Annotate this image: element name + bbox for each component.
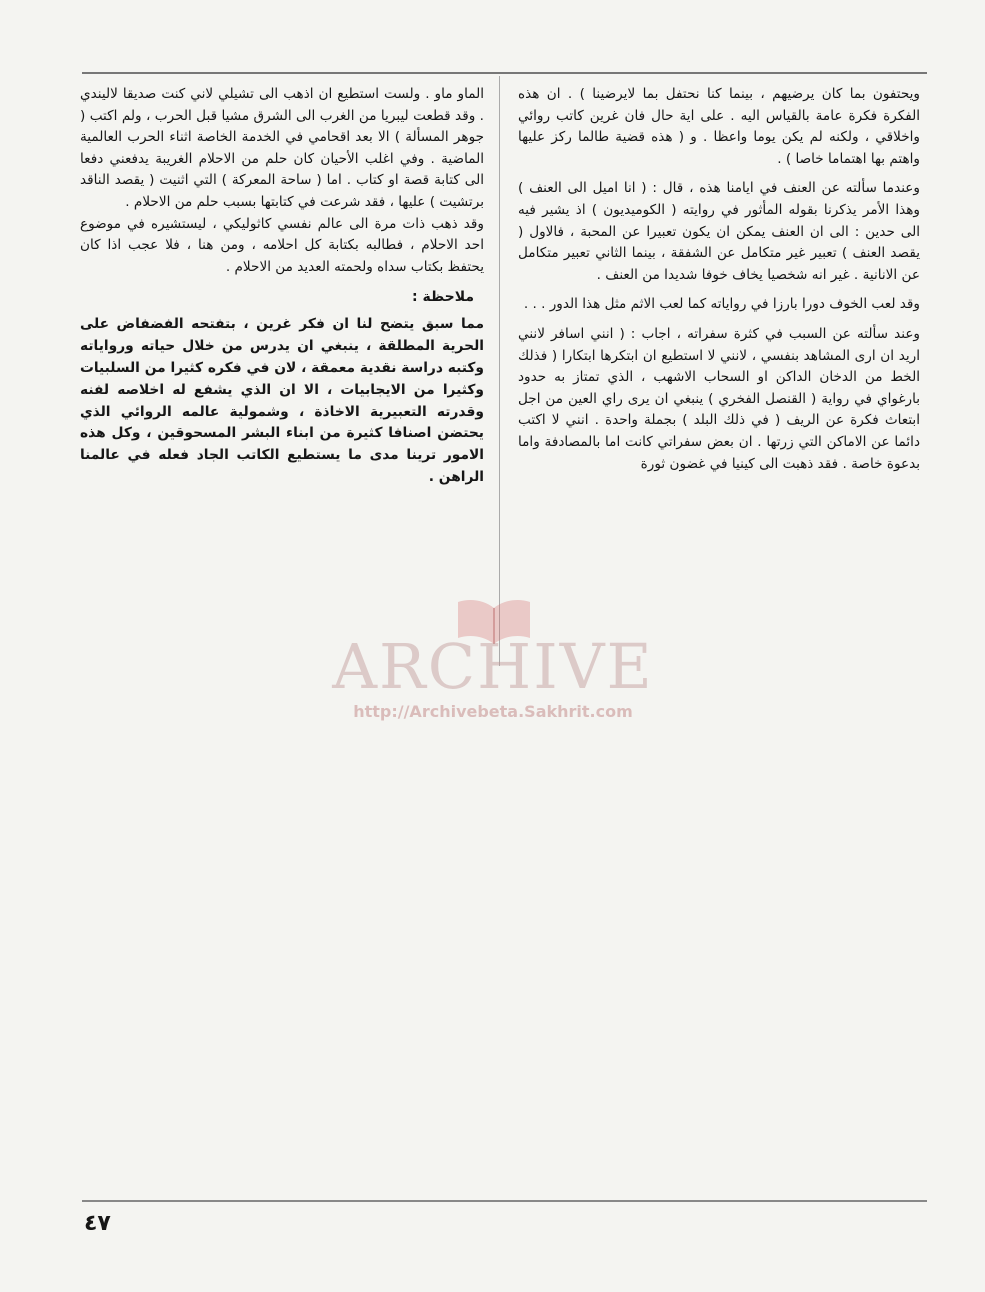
left-column <box>80 84 484 489</box>
right-paragraph-1: ويحتفون بما كان يرضيهم ، بينما كنا نحتفل بما لايرضينا ) . ان هذه الفكرة فكرة عامة بالقياس اليه . على اية حال فان غرين كاتب روائي واخلاقي ، ولكنه لم يكن يوما واعظا . و ( هذه قضية طالما ركز عليها واهتم بها اهتماما خاصا ) . <box>518 86 920 167</box>
left-paragraph-2: وقد ذهب ذات مرة الى عالم نفسي كاثوليكي ، ليستشيره في موضوع احد الاحلام ، فطالبه بكتابة كل احلامه ، ومن هنا ، فلا عجب اذا كان يحتفظ بكتاب سداه ولحمته العديد من الاحلام . <box>80 215 484 275</box>
right-paragraph-3: وقد لعب الخوف دورا بارزا في رواياته كما لعب الاثم مثل هذا الدور . . . <box>523 296 920 313</box>
note-paragraph: مما سبق يتضح لنا ان فكر غرين ، بتفتحه الفضفاض على الحرية المطلقة ، ينبغي ان يدرس من خلال حياته ورواياته وكتبه دراسة نقدية معمقة ، لان في فكره كثيرا من السلبيات وكثيرا من الايجابيات ، الا ان الذي يشفع له اخلاصه لفنه وقدرته التعبيرية الاخاذة ، وشمولية عالمه الروائي الذي يحتضن اصنافا كثيرة من ابناء البشر المسحوقين ، وكل هذه الامور ترينا مدى ما يستطيع الكاتب الجاد فعله في عالمنا الراهن . <box>80 316 484 485</box>
left-paragraph-1: الماو ماو . ولست استطيع ان اذهب الى تشيلي لاني كنت صديقا لاليندي . وقد قطعت ليبريا من الغرب الى الشرق مشيا قبل الحرب ، ولم اكتب ( جوهر المسألة ) الا بعد اقحامي في الخدمة الخاصة اثناء الحرب العالمية الماضية . وفي اغلب الأحيان كان حلم من الاحلام الغريبة يدفعني دفعا الى كتابة قصة او كتاب . اما ( ساحة المعركة ) التي اثنيت ( يقصد الناقد برتشيت ) عليها ، فقد شرعت في كتابتها بسبب حلم من الاحلام . <box>80 86 484 210</box>
note-heading: ملاحظة : <box>412 289 474 306</box>
page-number: ٤٧ <box>84 1211 111 1236</box>
watermark-url: http://Archivebeta.Sakhrit.com <box>353 702 633 721</box>
right-paragraph-2: وعندما سألته عن العنف في ايامنا هذه ، قال : ( انا اميل الى العنف ) وهذا الأمر يذكرنا بقوله المأثور في روايته ( الكوميديون ) اذ يشير فيه الى حدين : الى ان العنف يمكن ان يكون تعبيرا عن المحبة ، فالاول ( يقصد العنف ) تعبير غير متكامل عن الشفقة ، بينما الثاني تعبير متكامل عن الانانية . غير انه شخصيا يخاف خوفا شديدا من العنف . <box>518 180 920 283</box>
right-column <box>518 84 920 475</box>
bottom-rule <box>82 1200 927 1202</box>
watermark-title: ARCHIVE <box>332 630 654 703</box>
top-rule <box>82 72 927 74</box>
archive-watermark <box>318 594 668 724</box>
right-paragraph-4: وعند سألته عن السبب في كثرة سفراته ، اجاب : ( انني اسافر لانني اريد ان ارى المشاهد بنفسي ، لانني لا استطيع ان ابتكرها ابتكارا ( فذلك الخط من الدخان الداكن او السحاب الاشهب ، الذي تمتاز به حدود بارغواي في رواية ( القنصل الفخري ) ينبغي ان يرى راي العين من اجل ابتعاث فكرة عن الريف ( في ذلك البلد ) بجملة واحدة . انني لا اكتب دائما عن الاماكن التي زرتها . ان بعض سفراتي كانت اما بالمصادفة واما بدعوة خاصة . فقد ذهبت الى كينيا في غضون ثورة <box>518 325 920 472</box>
column-divider <box>499 76 500 666</box>
